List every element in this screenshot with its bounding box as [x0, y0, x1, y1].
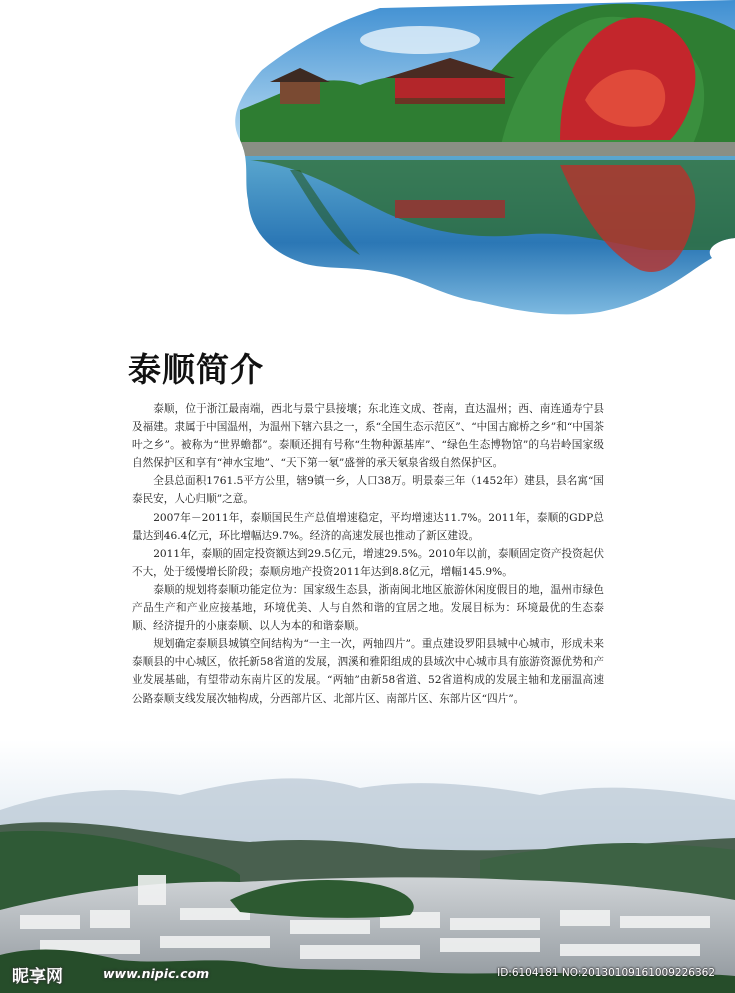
- paragraph: 泰顺，位于浙江最南端，西北与景宁县接壤；东北连文成、苍南，直达温州；西、南连通寿宁县及福建。隶属于中国温州，为温州下辖六县之一，系“全国生态示范区”、“中国古廊桥之乡”和“中国茶叶之乡”。被称为“世界蟾都”。泰顺还拥有号称“生物种源基库”、“绿色生态博物馆”的乌岩岭国家级自然保护区和享有“神水宝地”、“天下第一氡”盛誉的承天氡泉省级自然保护区。: [132, 403, 605, 470]
- intro-text: [132, 400, 604, 708]
- watermark-id: ID:6104181 NO:20130109161009226362: [497, 967, 715, 979]
- paragraph: 规划确定泰顺县城镇空间结构为“一主一次，两轴四片”。重点建设罗阳县城中心城市，形成未来泰顺县的中心城区，依托新58省道的发展，泗溪和雅阳组成的县域次中心城市具有旅游资源优势和产业发展基础，有望带动东南片区的发展。“两轴”由新58省道、52省道构成的发展主轴和龙丽温高速公路泰顺支线发展次轴构成，分西部片区、北部片区、南部片区、东部片区“四片”。: [132, 638, 604, 705]
- paragraph: 2011年，泰顺的固定投资额达到29.5亿元，增速29.5%。2010年以前，泰顺固定资产投资起伏不大，处于缓慢增长阶段；泰顺房地产投资2011年达到8.8亿元，增幅145.9%。: [132, 547, 604, 578]
- page-title: 泰顺简介: [128, 350, 264, 389]
- watermark-url: www.nipic.com: [103, 966, 210, 981]
- covered-bridge-photo: [0, 0, 735, 330]
- paragraph: 全县总面积1761.5平方公里，辖9镇一乡，人口38万。明景泰三年（1452年）建县，县名寓“国泰民安，人心归顺”之意。: [132, 475, 604, 506]
- paragraph: 泰顺的规划将泰顺功能定位为：国家级生态县，浙南闽北地区旅游休闲度假目的地，温州市绿色产品生产和产业应接基地，环境优美、人与自然和谐的宜居之地。发展目标为：环境最优的生态泰顺、经济提升的小康泰顺、以人为本的和谐泰顺。: [132, 583, 604, 633]
- paragraph: 2007年－2011年，泰顺国民生产总值增速稳定，平均增速达11.7%。2011年，泰顺的GDP总量达到46.4亿元，环比增幅达9.7%。经济的高速发展也推动了新区建设。: [132, 511, 604, 542]
- town-panorama-photo: [0, 740, 735, 993]
- watermark-logo: 昵享网: [12, 967, 63, 987]
